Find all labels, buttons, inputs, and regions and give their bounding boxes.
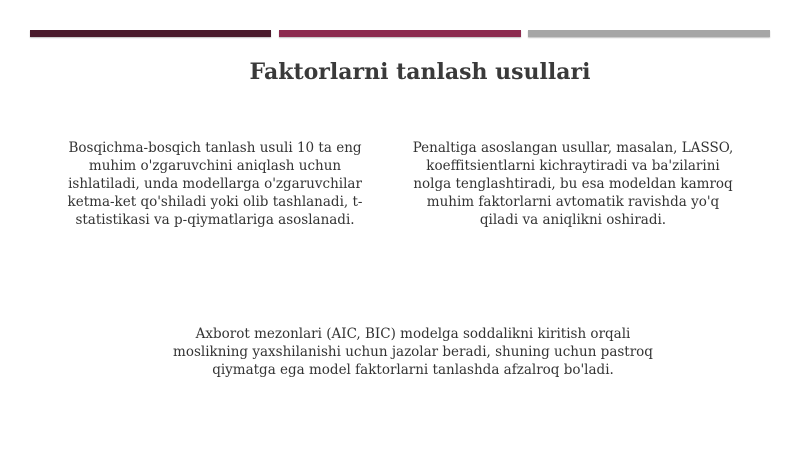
text-line: Penaltiga asoslangan usullar, masalan, LASSO, — [412, 140, 734, 156]
text-line: qiladi va aniqlikni oshiradi. — [479, 212, 667, 228]
text-line: muhim o'zgaruvchini aniqlash uchun — [88, 158, 342, 174]
text-block-penalty — [398, 139, 748, 229]
text-line: qiymatga ega model faktorlarni tanlashda afzalroq bo'ladi. — [212, 362, 614, 378]
text-line: Axborot mezonlari (AIC, BIC) modelga soddalikni kiritish orqali — [195, 326, 631, 342]
text-line: ishlatiladi, unda modellarga o'zgaruvchilar — [68, 176, 362, 192]
text-line: ketma-ket qo'shiladi yoki olib tashlanadi, t- — [67, 194, 363, 210]
text-line: Bosqichma-bosqich tanlash usuli 10 ta eng — [68, 140, 362, 156]
text-line: nolga tenglashtiradi, bu esa modeldan kamroq — [413, 176, 733, 192]
accent-bar-3 — [528, 30, 770, 37]
accent-bar-1 — [30, 30, 271, 37]
accent-bar-2 — [279, 30, 521, 37]
text-line: moslikning yaxshilanishi uchun jazolar beradi, shuning uchun pastroq — [173, 344, 653, 360]
text-line: statistikasi va p-qiymatlariga asoslanadi. — [75, 212, 355, 228]
slide-title: Faktorlarni tanlash usullari — [249, 59, 591, 85]
text-block-stepwise — [40, 139, 390, 229]
text-block-information-criteria — [130, 325, 696, 379]
text-line: koeffitsientlarni kichraytiradi va ba'zilarini — [426, 158, 720, 174]
text-line: muhim faktorlarni avtomatik ravishda yo'q — [426, 194, 720, 210]
